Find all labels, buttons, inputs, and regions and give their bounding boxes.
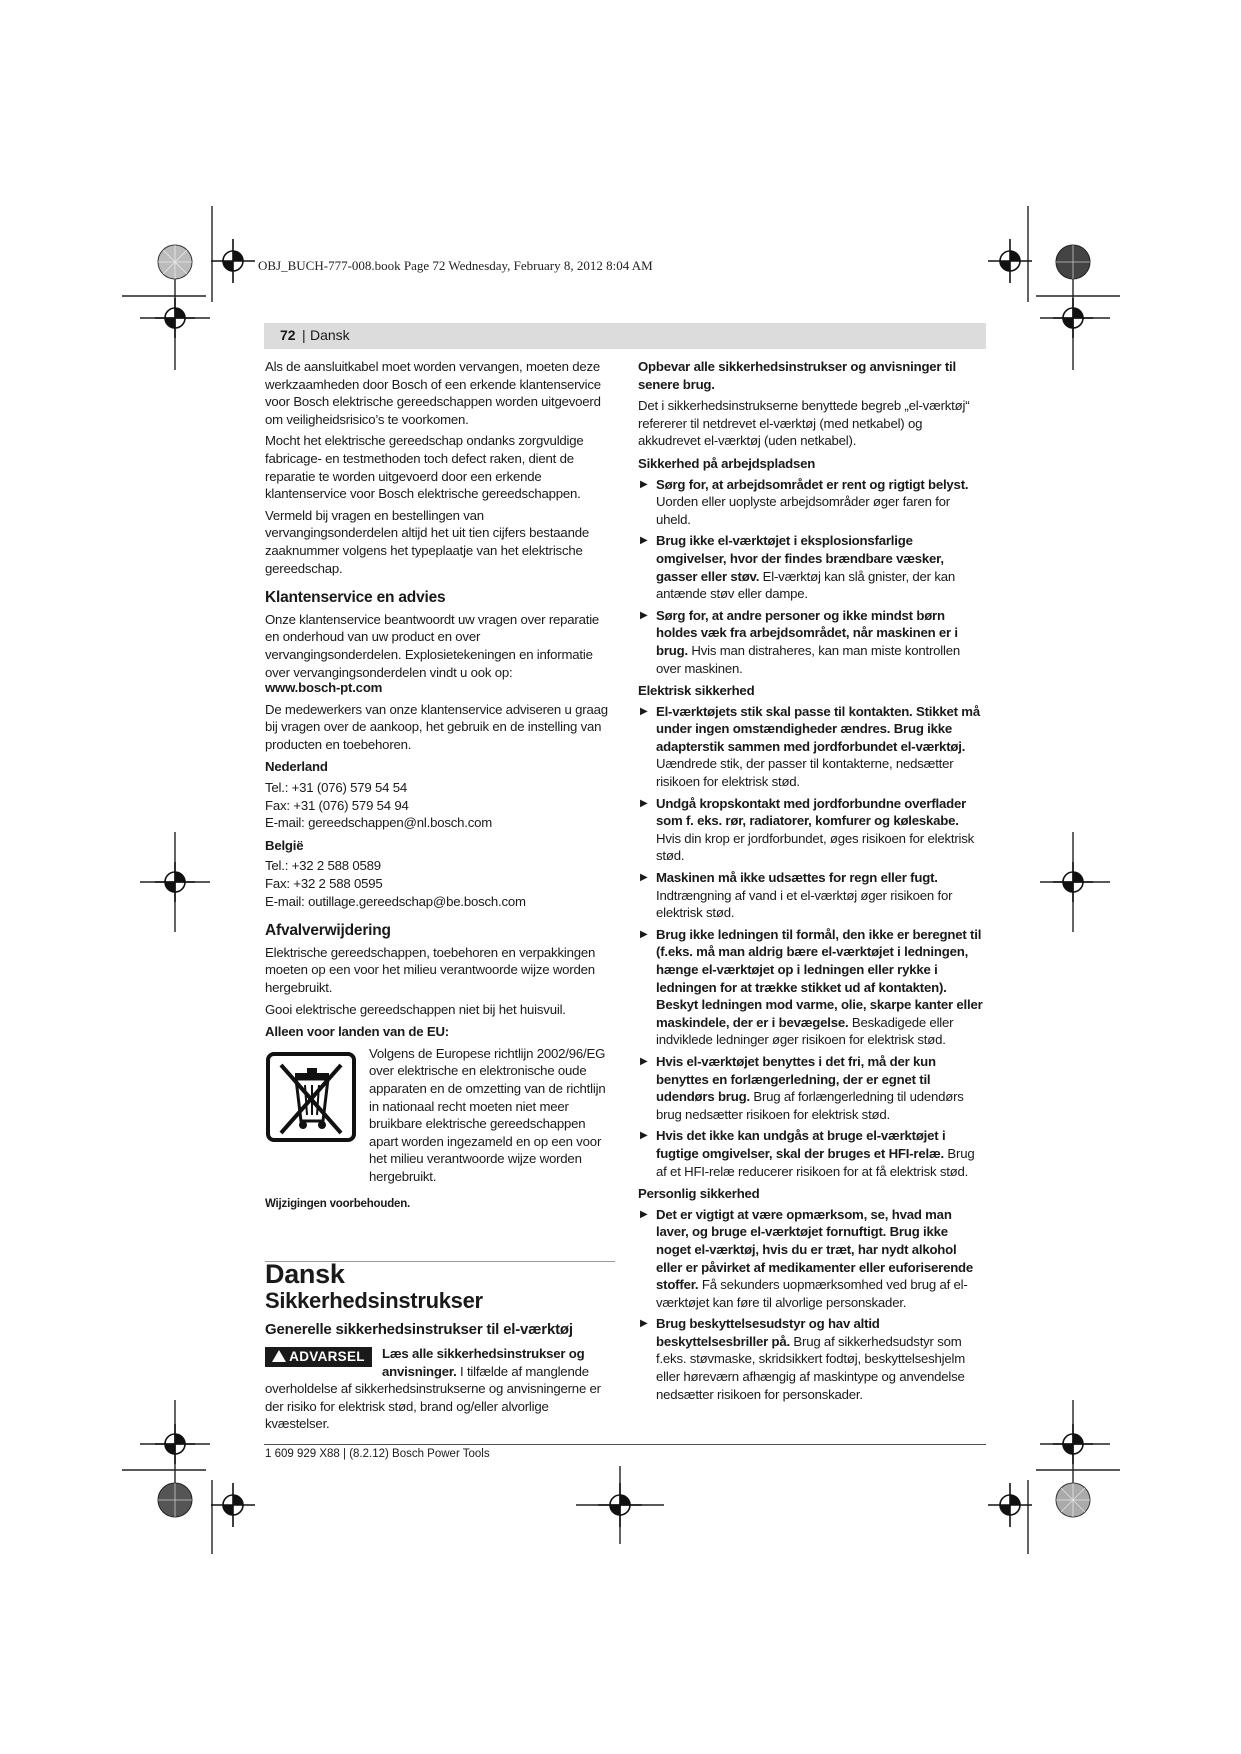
paragraph: Vermeld bij vragen en bestellingen van vervangingsonderdelen altijd het uit tien cijfers bestaande zaaknummer volgens het typeplaatje van het elektrische gereedschap.	[265, 507, 589, 576]
weee-block	[265, 1045, 615, 1186]
subheading: Elektrisk sikkerhed	[638, 683, 755, 699]
item-text: Hvis din krop er jordforbundet, øges risikoen for elektrisk stød.	[656, 830, 975, 864]
language-title: Dansk	[265, 1259, 345, 1290]
list-item	[638, 1315, 984, 1403]
bullet-list	[638, 703, 984, 1180]
item-bold: Maskinen må ikke udsættes for regn eller fugt.	[656, 870, 938, 886]
contact-line: Tel.: +32 2 588 0589	[265, 858, 381, 874]
subheading: Nederland	[265, 759, 328, 775]
weee-text: Volgens de Europese richtlijn 2002/96/EG over elektrische en elektronische oude apparaten en de omzetting van de richtlijn in nationaal recht moeten niet meer bruikbare elektrische gereedschappen apart worden ingezameld en op een voor het milieu verantwoorde wijze worden hergebruikt.	[369, 1045, 606, 1184]
item-text: Uorden eller uoplyste arbejdsområder øger faren for uheld.	[656, 494, 950, 527]
chapter-title: Sikkerhedsinstrukser	[265, 1287, 483, 1313]
contact-line: Fax: +31 (076) 579 54 94	[265, 797, 409, 813]
section-heading: Generelle sikkerhedsinstrukser til el-værktøj	[265, 1321, 573, 1339]
page-language: Dansk	[310, 327, 350, 343]
page-number: 72	[280, 327, 296, 343]
item-bold: Brug beskyttelsesudstyr og hav altid beskyttelsesbriller på.	[656, 1316, 880, 1349]
item-text: Få sekunders uopmærksomhed ved brug af el-værktøjet kan føre til alvorlige personskader.	[656, 1277, 968, 1310]
page-separator: |	[302, 327, 306, 343]
item-bold: Hvis det ikke kan undgås at bruge el-værktøjet i fugtige omgivelser, skal der bruges et HFI-relæ.	[656, 1128, 946, 1161]
keep-instructions: Opbevar alle sikkerhedsinstrukser og anvisninger til senere brug.	[638, 359, 956, 392]
item-text: Indtrængning af vand i et el-værktøj øger risikoen for elektrisk stød.	[656, 887, 953, 921]
website-link[interactable]: www.bosch-pt.com	[265, 680, 383, 696]
right-triangle-bullet-icon: ▶	[640, 478, 648, 490]
subheading: Alleen voor landen van de EU:	[265, 1024, 449, 1040]
right-triangle-bullet-icon: ▶	[640, 872, 648, 884]
item-bold: El-værktøjets stik skal passe til kontakten. Stikket må under ingen omstændigheder ændres. Brug ikke adapterstik sammen med jordforbundet el-værktøj.	[656, 703, 980, 754]
item-bold: Brug ikke el-værktøjet i eksplosionsfarlige omgivelser, hvor der findes brændbare væsker, gasser eller støv.	[656, 533, 944, 584]
book-file-header: OBJ_BUCH-777-008.book Page 72 Wednesday, February 8, 2012 8:04 AM	[258, 258, 653, 273]
item-bold: Det er vigtigt at være opmærksom, se, hvad man laver, og bruge el-værktøjet fornuftigt. Brug ikke noget el-værktøj, hvis du er træt, har nydt alkohol eller er påvirket af medikamenter eller euforiserende stoffer.	[656, 1206, 974, 1293]
subheading: Personlig sikkerhed	[638, 1186, 760, 1202]
contact-line: E-mail: gereedschappen@nl.bosch.com	[265, 815, 493, 831]
warning-text: I tilfælde af manglende overholdelse af sikkerhedsinstrukserne og anvisningerne er der risiko for elektrisk stød, brand og/eller alvorlige kvæstelser.	[265, 1363, 601, 1432]
list-item	[638, 476, 984, 529]
footer-rule	[264, 1444, 986, 1445]
left-column	[265, 358, 615, 1433]
list-item	[638, 795, 984, 865]
item-bold: Hvis el-værktøjet benyttes i det fri, må der kun benyttes en forlængerledning, der er egnet til udendørs brug.	[656, 1053, 936, 1105]
subheading: Sikkerhed på arbejdspladsen	[638, 455, 816, 471]
list-item	[638, 1053, 984, 1123]
right-column	[638, 358, 984, 1407]
item-bold: Undgå kropskontakt med jordforbundne overflader som f. eks. rør, radiatorer, komfurer og køleskabe.	[656, 795, 967, 829]
contact-line: Fax: +32 2 588 0595	[265, 876, 383, 892]
item-text: Brug af et HFI-relæ reducerer risikoen for at få elektrisk stød.	[656, 1145, 975, 1179]
list-item	[638, 607, 984, 677]
item-bold: Brug ikke ledningen til formål, den ikke er beregnet til (f.eks. må man aldrig bære el-værktøjet i ledningen, hænge el-værktøjet op i ledningen eller rykke i ledningen for at trække stikket ud af kontakten). Beskyt ledningen mod varme, olie, skarpe kanter eller maskindele, der er i bevægelse.	[656, 926, 983, 1030]
right-triangle-bullet-icon: ▶	[640, 535, 648, 547]
paragraph: De medewerkers van onze klantenservice adviseren u graag bij vragen over de aankoop, het gebruik en de instelling van producten en toebehoren.	[265, 701, 608, 752]
warning-label: ADVARSEL	[289, 1348, 365, 1364]
contact-line: E-mail: outillage.gereedschap@be.bosch.com	[265, 893, 526, 909]
list-item	[638, 926, 984, 1049]
section-heading: Klantenservice en advies	[265, 589, 446, 607]
footer-text: 1 609 929 X88 | (8.2.12) Bosch Power Tools	[265, 1448, 490, 1460]
right-triangle-bullet-icon: ▶	[640, 1208, 648, 1220]
section-heading: Afvalverwijdering	[265, 922, 391, 940]
paragraph: Onze klantenservice beantwoordt uw vragen over reparatie en onderhoud van uw product en over vervangingsonderdelen. Explosietekeningen en informatie over vervangingsonderdelen vindt u ook op:	[265, 611, 600, 680]
right-triangle-bullet-icon: ▶	[640, 797, 648, 809]
bullet-list	[638, 476, 984, 678]
paragraph: Als de aansluitkabel moet worden vervangen, moeten deze werkzaamheden door Bosch of een erkende klantenservice voor Bosch elektrische gereedschappen worden uitgevoerd om veiligheidsrisico’s te voorkomen.	[265, 359, 601, 427]
contact-line: Tel.: +31 (076) 579 54 54	[265, 780, 407, 796]
list-item	[638, 532, 984, 602]
subheading: België	[265, 837, 304, 853]
page-header-bar	[264, 323, 986, 349]
warning-badge	[265, 1347, 372, 1367]
right-triangle-bullet-icon: ▶	[640, 1318, 648, 1330]
crossed-out-wheelie-bin-icon	[265, 1051, 357, 1143]
warning-bold-text: Læs alle sikkerhedsinstrukser og anvisninger.	[382, 1345, 585, 1379]
list-item	[638, 703, 984, 791]
item-text: Hvis man distraheres, kan man miste kontrollen over maskinen.	[656, 642, 961, 676]
right-triangle-bullet-icon: ▶	[640, 1130, 648, 1142]
list-item	[638, 869, 984, 922]
item-bold: Sørg for, at andre personer og ikke mindst børn holdes væk fra arbejdsområdet, når maskinen er i brug.	[656, 607, 958, 658]
item-text: Brug af forlængerledning til udendørs brug nedsætter risikoen for elektrisk stød.	[656, 1089, 964, 1122]
paragraph: Gooi elektrische gereedschappen niet bij het huisvuil.	[265, 1001, 566, 1017]
paragraph: Mocht het elektrische gereedschap ondanks zorgvuldige fabricage- en testmethoden toch defect raken, dient de reparatie te worden uitgevoerd door een erkende klantenservice voor Bosch elektrische gereedschappen.	[265, 433, 584, 502]
warning-block	[265, 1345, 615, 1433]
item-text: Brug af sikkerhedsudstyr som f.eks. støvmaske, skridsikkert fodtøj, beskyttelseshjelm eller høreværn afhængig af maskintype og anvendelse nedsætter risikoen for personskader.	[656, 1333, 966, 1402]
item-text: El-værktøj kan slå gnister, der kan antænde støv eller dampe.	[656, 568, 956, 602]
bullet-list	[638, 1206, 984, 1404]
warning-triangle-icon	[272, 1350, 286, 1362]
right-triangle-bullet-icon: ▶	[640, 609, 648, 621]
right-triangle-bullet-icon: ▶	[640, 705, 648, 717]
list-item	[638, 1127, 984, 1180]
item-text: Uændrede stik, der passer til kontakterne, nedsætter risikoen for elektrisk stød.	[656, 756, 954, 790]
right-triangle-bullet-icon: ▶	[640, 1055, 648, 1067]
changes-note: Wijzigingen voorbehouden.	[265, 1197, 411, 1210]
list-item	[638, 1206, 984, 1312]
paragraph: Elektrische gereedschappen, toebehoren en verpakkingen moeten op een voor het milieu verantwoorde wijze worden hergebruikt.	[265, 944, 596, 995]
item-text: Beskadigede eller indviklede ledninger øger risikoen for elektrisk stød.	[656, 1014, 954, 1048]
item-bold: Sørg for, at arbejdsområdet er rent og rigtigt belyst.	[656, 476, 969, 492]
paragraph: Det i sikkerhedsinstrukserne benyttede begreb „el-værktøj“ refererer til netdrevet el-værktøj (med netkabel) og akkudrevet el-værktøj (uden netkabel).	[638, 398, 970, 449]
right-triangle-bullet-icon: ▶	[640, 928, 648, 940]
